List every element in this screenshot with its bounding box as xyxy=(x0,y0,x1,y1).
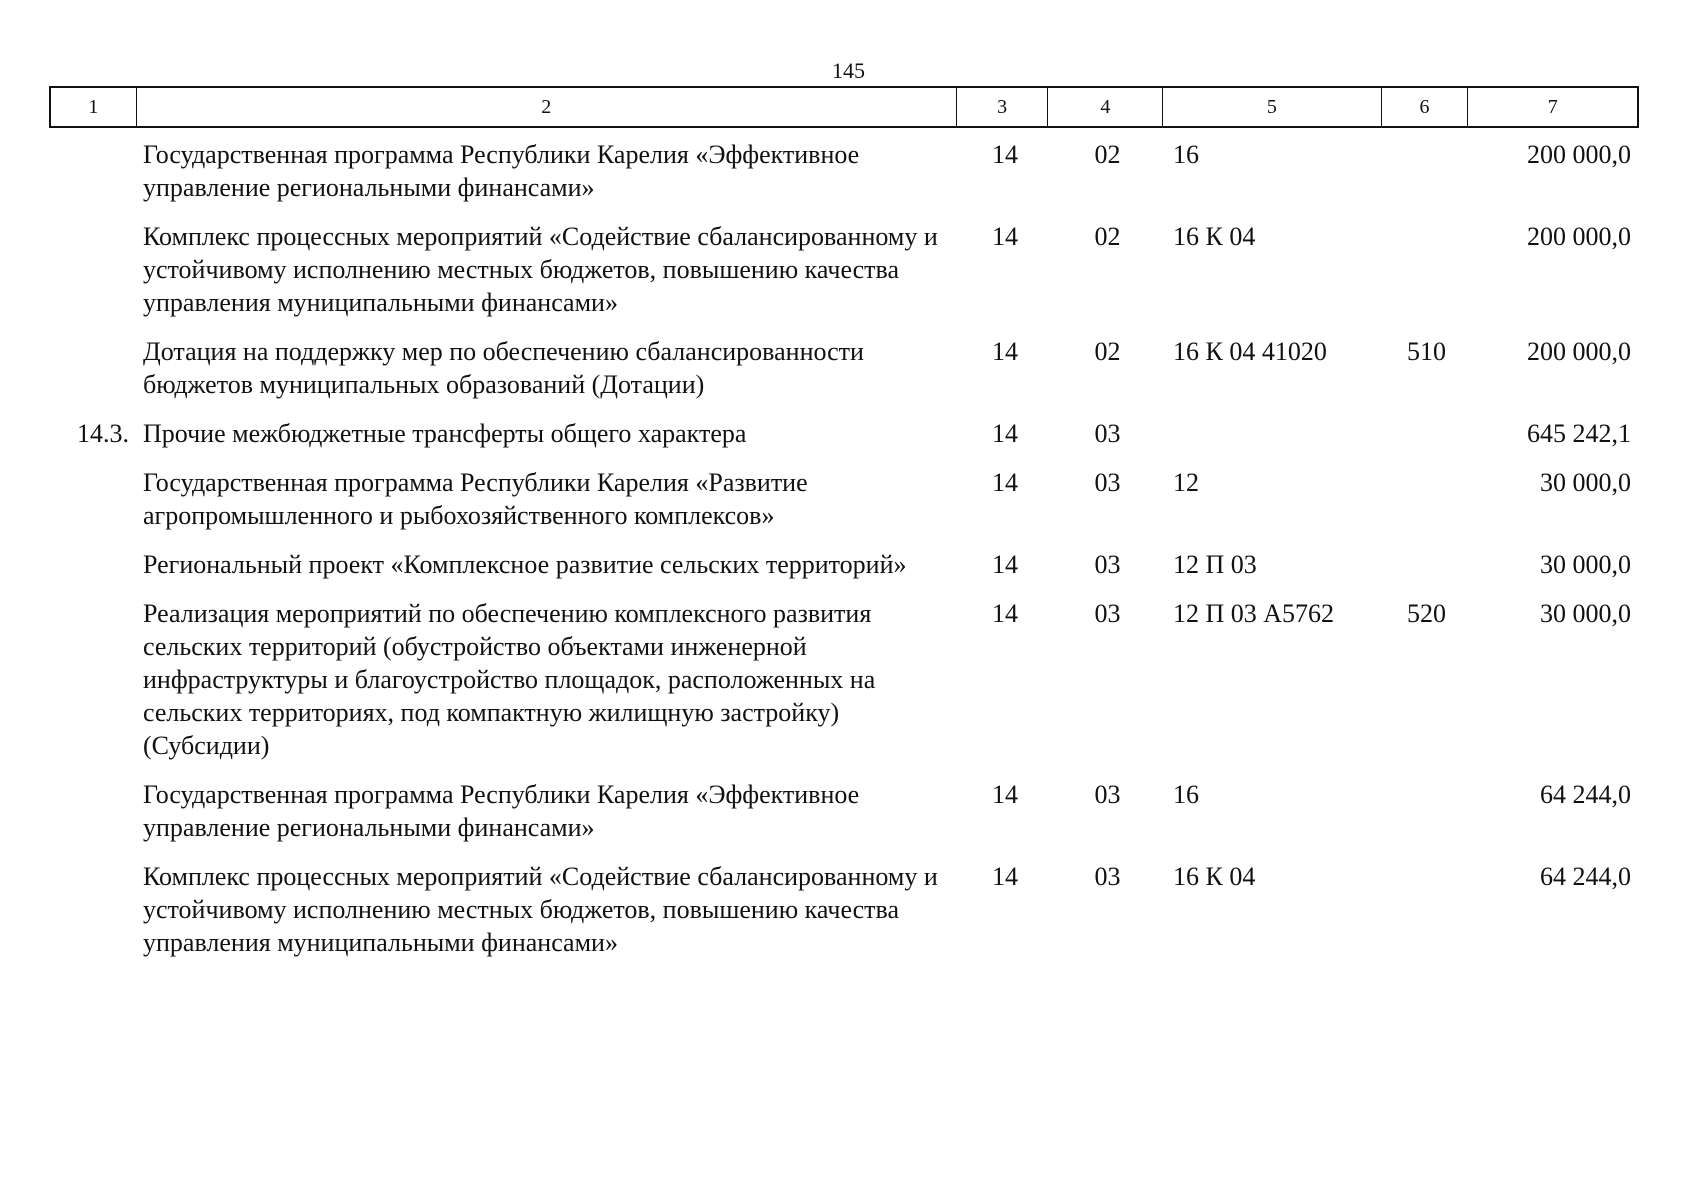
row-subsection: 03 xyxy=(1094,599,1121,628)
row-subsection: 02 xyxy=(1094,140,1121,169)
page-number: 145 xyxy=(832,58,865,83)
row-target: 16 К 04 xyxy=(1173,222,1256,251)
table-body xyxy=(49,138,1639,975)
row-section: 14 xyxy=(992,550,1018,579)
table-row xyxy=(49,466,1639,532)
table-row xyxy=(49,220,1639,319)
row-name: Региональный проект «Комплексное развитие сельских территорий» xyxy=(143,550,907,579)
column-header-1: 1 xyxy=(51,88,137,126)
row-target xyxy=(1164,417,1383,450)
column-header-3: 3 xyxy=(957,88,1049,126)
row-expense-type xyxy=(1383,138,1470,204)
row-number xyxy=(49,597,135,762)
row-target: 12 П 03 xyxy=(1173,550,1257,579)
row-section: 14 xyxy=(992,222,1018,251)
table-row xyxy=(49,597,1639,762)
row-section: 14 xyxy=(992,140,1018,169)
row-subsection: 03 xyxy=(1094,419,1121,448)
row-amount: 30 000,0 xyxy=(1540,550,1631,579)
row-expense-type xyxy=(1383,548,1470,581)
row-number xyxy=(49,335,135,401)
row-amount: 645 242,1 xyxy=(1527,419,1631,448)
row-target: 16 К 04 xyxy=(1173,862,1256,891)
row-number xyxy=(49,466,135,532)
row-expense-type xyxy=(1383,860,1470,959)
table-row xyxy=(49,138,1639,204)
row-name: Комплекс процессных мероприятий «Содействие сбалансированному и устойчивому исполнению местных бюджетов, повышению качества управления муниципальными финансами» xyxy=(143,222,938,317)
table-row xyxy=(49,860,1639,959)
row-name: Реализация мероприятий по обеспечению комплексного развития сельских территорий (обустройство объектами инженерной инфраструктуры и благоустройство площадок, расположенных на сельских территориях, под компактную жилищную застройку) (Субсидии) xyxy=(143,599,876,760)
column-header-4: 4 xyxy=(1048,88,1163,126)
row-amount: 200 000,0 xyxy=(1527,140,1631,169)
row-amount: 200 000,0 xyxy=(1527,337,1631,366)
column-header-5: 5 xyxy=(1163,88,1381,126)
row-expense-type xyxy=(1383,417,1470,450)
row-expense-type: 520 xyxy=(1407,599,1446,628)
row-number xyxy=(49,138,135,204)
row-target: 16 К 04 41020 xyxy=(1173,337,1327,366)
row-number xyxy=(49,548,135,581)
row-section: 14 xyxy=(992,468,1018,497)
row-section: 14 xyxy=(992,599,1018,628)
table-row xyxy=(49,778,1639,844)
row-target: 16 xyxy=(1173,780,1199,809)
row-amount: 64 244,0 xyxy=(1540,862,1631,891)
row-name: Комплекс процессных мероприятий «Содействие сбалансированному и устойчивому исполнению местных бюджетов, повышению качества управления муниципальными финансами» xyxy=(143,862,938,957)
row-subsection: 03 xyxy=(1094,468,1121,497)
row-name: Государственная программа Республики Карелия «Эффективное управление региональными финансами» xyxy=(143,780,860,842)
row-section: 14 xyxy=(992,862,1018,891)
table-header xyxy=(49,86,1639,128)
row-section: 14 xyxy=(992,780,1018,809)
row-subsection: 03 xyxy=(1094,780,1121,809)
row-number xyxy=(49,860,135,959)
row-expense-type xyxy=(1383,220,1470,319)
row-name: Государственная программа Республики Карелия «Эффективное управление региональными финансами» xyxy=(143,140,860,202)
row-target: 16 xyxy=(1173,140,1199,169)
row-target: 12 xyxy=(1173,468,1199,497)
row-expense-type: 510 xyxy=(1407,337,1446,366)
row-name: Прочие межбюджетные трансферты общего характера xyxy=(143,419,747,448)
row-expense-type xyxy=(1383,466,1470,532)
row-name: Государственная программа Республики Карелия «Развитие агропромышленного и рыбохозяйственного комплексов» xyxy=(143,468,808,530)
column-header-6: 6 xyxy=(1382,88,1469,126)
column-header-7: 7 xyxy=(1547,96,1558,118)
table-row xyxy=(49,548,1639,581)
row-name: Дотация на поддержку мер по обеспечению сбалансированности бюджетов муниципальных образований (Дотации) xyxy=(143,337,864,399)
table-row xyxy=(49,335,1639,401)
table-row xyxy=(49,417,1639,450)
row-subsection: 02 xyxy=(1094,222,1121,251)
row-amount: 200 000,0 xyxy=(1527,222,1631,251)
row-section: 14 xyxy=(992,419,1018,448)
row-subsection: 03 xyxy=(1094,862,1121,891)
row-expense-type xyxy=(1383,778,1470,844)
row-number: 14.3. xyxy=(77,419,129,448)
column-header-2: 2 xyxy=(137,88,957,126)
row-subsection: 03 xyxy=(1094,550,1121,579)
row-amount: 30 000,0 xyxy=(1540,468,1631,497)
row-target: 12 П 03 А5762 xyxy=(1173,599,1335,628)
row-amount: 64 244,0 xyxy=(1540,780,1631,809)
row-subsection: 02 xyxy=(1094,337,1121,366)
row-number xyxy=(49,778,135,844)
row-amount: 30 000,0 xyxy=(1540,599,1631,628)
row-section: 14 xyxy=(992,337,1018,366)
row-number xyxy=(49,220,135,319)
